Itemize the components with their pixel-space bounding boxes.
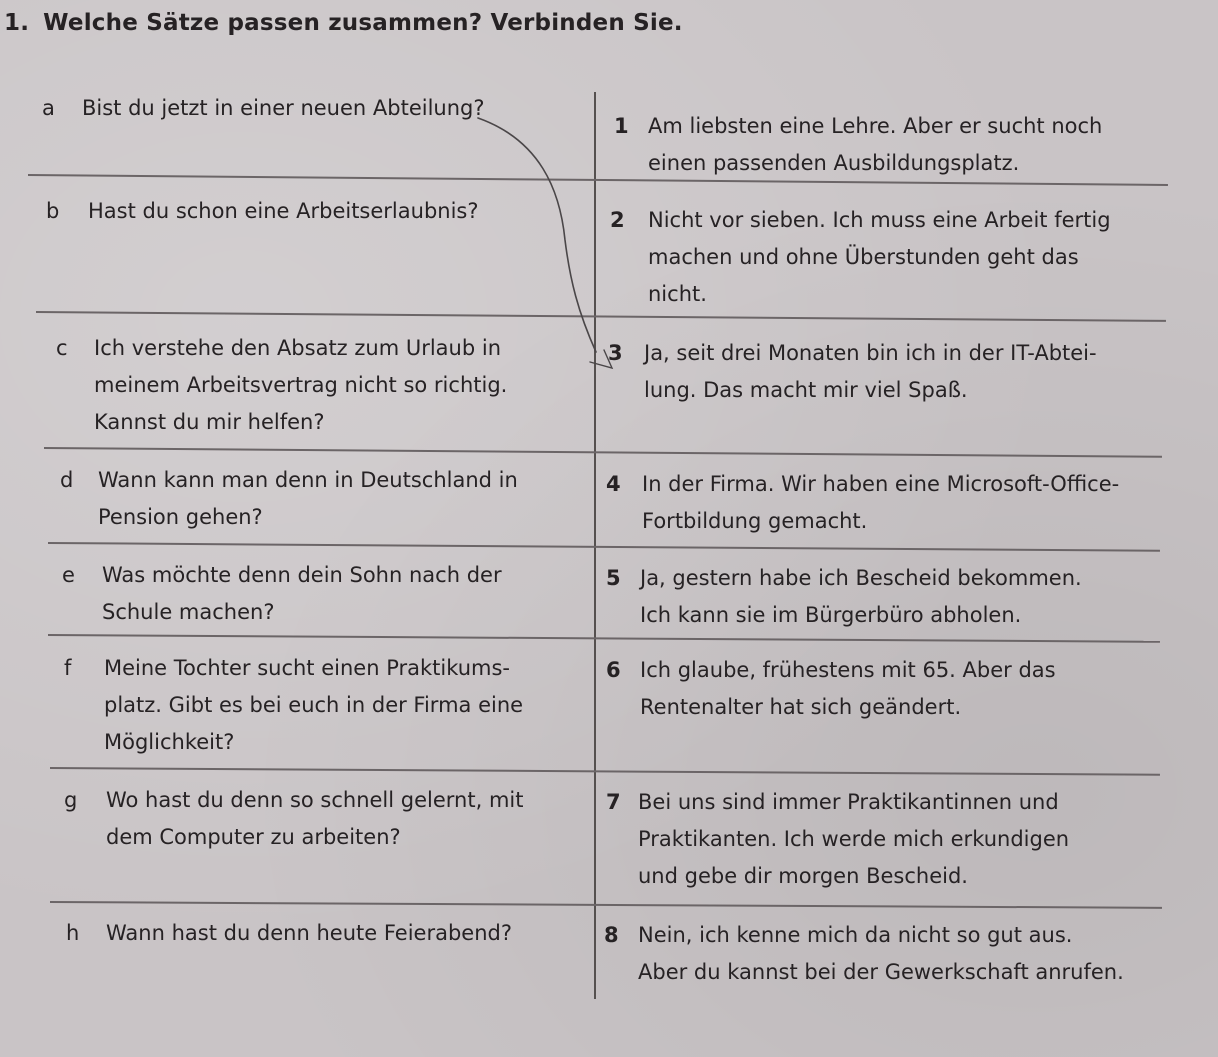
row-separator — [44, 447, 1162, 458]
row-separator — [50, 901, 1162, 909]
answer-text: Ich glaube, frühestens mit 65. Aber das Rentenalter hat sich geändert. — [640, 658, 1056, 719]
answer-text: Nein, ich kenne mich da nicht so gut aus. Aber du kannst bei der Gewerkschaft anrufen. — [638, 923, 1124, 984]
answer-1 — [614, 108, 1102, 182]
question-h — [66, 915, 512, 952]
question-b — [46, 193, 479, 230]
answer-number: 4 — [606, 472, 621, 496]
answer-number: 5 — [606, 566, 621, 590]
question-text: Meine Tochter sucht einen Praktikums- platz. Gibt es bei euch in der Firma eine Möglichkeit? — [104, 656, 524, 754]
question-letter: f — [64, 656, 72, 680]
answer-number: 1 — [614, 114, 629, 138]
question-a — [42, 90, 485, 127]
answer-4 — [606, 466, 1119, 540]
row-separator — [50, 767, 1160, 776]
answer-3 — [608, 335, 1097, 409]
answer-number: 6 — [606, 658, 621, 682]
answer-2 — [610, 202, 1111, 313]
question-c — [56, 330, 507, 441]
answer-number: 2 — [610, 208, 625, 232]
row-separator — [48, 542, 1160, 552]
question-text: Was möchte denn dein Sohn nach der Schule machen? — [102, 563, 502, 624]
answer-text: Bei uns sind immer Praktikantinnen und Praktikanten. Ich werde mich erkundigen und gebe dir morgen Bescheid. — [638, 790, 1070, 888]
answer-number: 8 — [604, 923, 619, 947]
question-text: Wann kann man denn in Deutschland in Pension gehen? — [98, 468, 518, 529]
answer-text: Ja, gestern habe ich Bescheid bekommen. Ich kann sie im Bürgerbüro abholen. — [640, 566, 1082, 627]
answer-text: Ja, seit drei Monaten bin ich in der IT-Abtei- lung. Das macht mir viel Spaß. — [644, 341, 1097, 402]
answer-7 — [606, 784, 1069, 895]
row-separator — [48, 634, 1160, 643]
question-text: Hast du schon eine Arbeitserlaubnis? — [88, 199, 479, 223]
question-d — [60, 462, 518, 536]
exercise-instruction: Welche Sätze passen zusammen? Verbinden Sie. — [43, 10, 683, 36]
question-letter: h — [66, 921, 80, 945]
question-letter: a — [42, 96, 55, 120]
answer-number: 7 — [606, 790, 621, 814]
exercise-heading — [4, 10, 683, 36]
question-text: Wann hast du denn heute Feierabend? — [106, 921, 512, 945]
answer-5 — [606, 560, 1082, 634]
question-e — [62, 557, 502, 631]
answer-text: Am liebsten eine Lehre. Aber er sucht noch einen passenden Ausbildungsplatz. — [648, 114, 1103, 175]
question-f — [64, 650, 523, 761]
question-g — [64, 782, 523, 856]
answer-text: Nicht vor sieben. Ich muss eine Arbeit fertig machen und ohne Überstunden geht das nicht. — [648, 208, 1111, 306]
question-text: Wo hast du denn so schnell gelernt, mit dem Computer zu arbeiten? — [106, 788, 524, 849]
answer-number: 3 — [608, 341, 623, 365]
answer-6 — [606, 652, 1056, 726]
answer-text: In der Firma. Wir haben eine Microsoft-Office- Fortbildung gemacht. — [642, 472, 1120, 533]
question-text: Ich verstehe den Absatz zum Urlaub in meinem Arbeitsvertrag nicht so richtig. Kannst du mir helfen? — [94, 336, 508, 434]
answer-8 — [604, 917, 1124, 991]
question-letter: g — [64, 788, 78, 812]
exercise-number: 1. — [4, 10, 30, 36]
question-text: Bist du jetzt in einer neuen Abteilung? — [82, 96, 485, 120]
question-letter: d — [60, 468, 74, 492]
question-letter: b — [46, 199, 60, 223]
question-letter: c — [56, 336, 68, 360]
question-letter: e — [62, 563, 75, 587]
